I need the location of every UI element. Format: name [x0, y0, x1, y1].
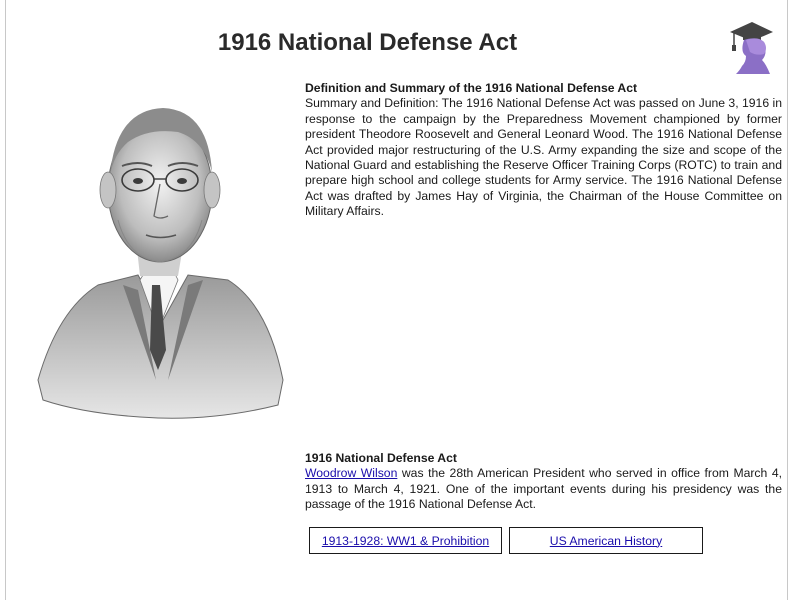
- graduate-silhouette-icon: [726, 18, 774, 74]
- summary-section: [305, 81, 782, 220]
- woodrow-wilson-link[interactable]: Woodrow Wilson: [305, 466, 398, 481]
- woodrow-wilson-portrait: [28, 80, 290, 420]
- nav-button-us-american-history[interactable]: [509, 527, 703, 554]
- president-heading: 1916 National Defense Act: [305, 451, 457, 465]
- nav-link-ww1-prohibition[interactable]: 1913-1928: WW1 & Prohibition: [321, 533, 490, 548]
- nav-button-ww1-prohibition[interactable]: [309, 527, 502, 554]
- summary-text: Summary and Definition: The 1916 National Defense Act was passed on June 3, 1916 in response to the campaign by the Preparedness Movement championed by former president Theodore Roosevelt and General Leonard Wood. The 1916 National Defense Act provided major restructuring of the U.S. Army expanding the size and scope of the National Guard and establishing the Reserve Officer Training Corps (ROTC) to train and prepare high school and college students for Army service. The 1916 National Defense Act was drafted by James Hay of Virginia, the Chairman of the House Committee on Military Affairs.: [305, 96, 782, 219]
- page-title: 1916 National Defense Act: [217, 29, 518, 56]
- president-section: [305, 451, 782, 513]
- nav-link-us-american-history[interactable]: US American History: [549, 533, 663, 548]
- summary-heading: Definition and Summary of the 1916 National Defense Act: [305, 81, 638, 95]
- president-text: [305, 466, 782, 512]
- president-body: was the 28th American President who served in office from March 4, 1913 to March 4, 1921. One of the important events during his presidency was the passage of the 1916 National Defense Act.: [305, 466, 782, 512]
